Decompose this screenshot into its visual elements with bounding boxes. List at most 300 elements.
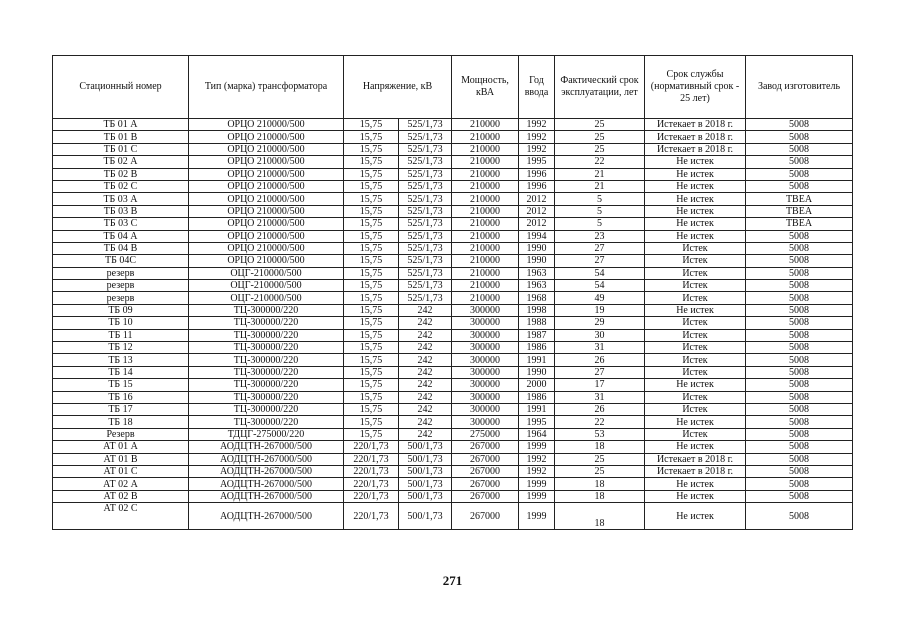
table-row [53, 441, 853, 453]
header-power: Мощность, кВА [452, 56, 519, 119]
power-cell: 210000 [452, 119, 519, 131]
age-cell: 25 [555, 453, 645, 465]
life-cell: Не истек [645, 193, 746, 205]
type-cell: ОЦГ-210000/500 [189, 267, 344, 279]
type-cell: ТЦ-300000/220 [189, 317, 344, 329]
voltage-high-cell: 242 [399, 304, 452, 316]
plant-cell: 5008 [746, 119, 853, 131]
life-cell: Не истек [645, 168, 746, 180]
voltage-high-cell: 525/1,73 [399, 143, 452, 155]
station-cell: ТБ 11 [53, 329, 189, 341]
type-cell: ОЦГ-210000/500 [189, 292, 344, 304]
table-row [53, 366, 853, 378]
voltage-high-cell: 525/1,73 [399, 292, 452, 304]
plant-cell: 5008 [746, 292, 853, 304]
table-row [53, 131, 853, 143]
power-cell: 210000 [452, 242, 519, 254]
life-cell: Не истек [645, 379, 746, 391]
table-row [53, 255, 853, 267]
type-cell: ТЦ-300000/220 [189, 403, 344, 415]
year-cell: 1992 [519, 131, 555, 143]
table-row [53, 379, 853, 391]
year-cell: 1963 [519, 280, 555, 292]
plant-cell: 5008 [746, 403, 853, 415]
voltage-high-cell: 525/1,73 [399, 242, 452, 254]
table-row [53, 230, 853, 242]
plant-cell: 5008 [746, 329, 853, 341]
voltage-high-cell: 242 [399, 329, 452, 341]
plant-cell: 5008 [746, 342, 853, 354]
table-row [53, 168, 853, 180]
station-cell: ТБ 13 [53, 354, 189, 366]
year-cell: 1986 [519, 391, 555, 403]
year-cell: 1994 [519, 230, 555, 242]
voltage-low-cell: 15,75 [344, 242, 399, 254]
type-cell: ОРЦО 210000/500 [189, 242, 344, 254]
table-row [53, 242, 853, 254]
age-cell: 18 [555, 503, 645, 530]
table-row [53, 119, 853, 131]
year-cell: 1990 [519, 366, 555, 378]
age-cell: 54 [555, 280, 645, 292]
station-cell: ТБ 15 [53, 379, 189, 391]
life-cell: Не истек [645, 205, 746, 217]
year-cell: 1998 [519, 304, 555, 316]
age-cell: 5 [555, 193, 645, 205]
voltage-high-cell: 525/1,73 [399, 131, 452, 143]
station-cell: ТБ 09 [53, 304, 189, 316]
year-cell: 1964 [519, 428, 555, 440]
age-cell: 25 [555, 465, 645, 477]
year-cell: 1986 [519, 342, 555, 354]
year-cell: 1968 [519, 292, 555, 304]
voltage-high-cell: 500/1,73 [399, 478, 452, 490]
age-cell: 22 [555, 156, 645, 168]
age-cell: 25 [555, 119, 645, 131]
life-cell: Не истек [645, 490, 746, 502]
voltage-high-cell: 525/1,73 [399, 193, 452, 205]
voltage-high-cell: 242 [399, 317, 452, 329]
life-cell: Истек [645, 329, 746, 341]
life-cell: Истекает в 2018 г. [645, 465, 746, 477]
plant-cell: 5008 [746, 242, 853, 254]
voltage-low-cell: 15,75 [344, 304, 399, 316]
year-cell: 1999 [519, 478, 555, 490]
voltage-low-cell: 15,75 [344, 416, 399, 428]
power-cell: 300000 [452, 342, 519, 354]
voltage-low-cell: 220/1,73 [344, 441, 399, 453]
power-cell: 300000 [452, 329, 519, 341]
age-cell: 27 [555, 255, 645, 267]
age-cell: 18 [555, 441, 645, 453]
type-cell: ТЦ-300000/220 [189, 379, 344, 391]
age-cell: 23 [555, 230, 645, 242]
plant-cell: ТВЕА [746, 193, 853, 205]
station-cell: ТБ 14 [53, 366, 189, 378]
voltage-low-cell: 15,75 [344, 143, 399, 155]
plant-cell: 5008 [746, 354, 853, 366]
year-cell: 2012 [519, 193, 555, 205]
life-cell: Не истек [645, 304, 746, 316]
voltage-high-cell: 500/1,73 [399, 465, 452, 477]
voltage-low-cell: 15,75 [344, 329, 399, 341]
plant-cell: 5008 [746, 478, 853, 490]
table-row [53, 465, 853, 477]
life-cell: Не истек [645, 218, 746, 230]
life-cell: Истекает в 2018 г. [645, 453, 746, 465]
voltage-low-cell: 15,75 [344, 180, 399, 192]
year-cell: 1995 [519, 156, 555, 168]
life-cell: Истек [645, 428, 746, 440]
power-cell: 275000 [452, 428, 519, 440]
header-type: Тип (марка) трансформатора [189, 56, 344, 119]
type-cell: АОДЦТН-267000/500 [189, 503, 344, 530]
life-cell: Не истек [645, 441, 746, 453]
voltage-high-cell: 525/1,73 [399, 119, 452, 131]
voltage-high-cell: 242 [399, 403, 452, 415]
life-cell: Не истек [645, 416, 746, 428]
power-cell: 210000 [452, 193, 519, 205]
station-cell: ТБ 18 [53, 416, 189, 428]
voltage-low-cell: 15,75 [344, 168, 399, 180]
voltage-high-cell: 500/1,73 [399, 490, 452, 502]
table-row [53, 143, 853, 155]
life-cell: Истек [645, 292, 746, 304]
voltage-high-cell: 525/1,73 [399, 156, 452, 168]
age-cell: 22 [555, 416, 645, 428]
station-cell: ТБ 01 В [53, 131, 189, 143]
year-cell: 1990 [519, 242, 555, 254]
voltage-high-cell: 525/1,73 [399, 267, 452, 279]
table-row [53, 391, 853, 403]
plant-cell: 5008 [746, 453, 853, 465]
power-cell: 267000 [452, 465, 519, 477]
life-cell: Не истек [645, 478, 746, 490]
voltage-high-cell: 500/1,73 [399, 441, 452, 453]
year-cell: 1991 [519, 354, 555, 366]
header-voltage: Напряжение, кВ [344, 56, 452, 119]
life-cell: Истек [645, 403, 746, 415]
year-cell: 1987 [519, 329, 555, 341]
age-cell: 5 [555, 218, 645, 230]
power-cell: 210000 [452, 205, 519, 217]
power-cell: 267000 [452, 478, 519, 490]
type-cell: ТЦ-300000/220 [189, 354, 344, 366]
header-station: Стационный номер [53, 56, 189, 119]
power-cell: 300000 [452, 366, 519, 378]
table-row [53, 478, 853, 490]
type-cell: АОДЦТН-267000/500 [189, 490, 344, 502]
year-cell: 1990 [519, 255, 555, 267]
type-cell: ОРЦО 210000/500 [189, 119, 344, 131]
age-cell: 31 [555, 342, 645, 354]
table-row [53, 180, 853, 192]
table-row [53, 193, 853, 205]
life-cell: Не истек [645, 180, 746, 192]
voltage-low-cell: 15,75 [344, 205, 399, 217]
life-cell: Не истек [645, 156, 746, 168]
power-cell: 210000 [452, 280, 519, 292]
type-cell: ОРЦО 210000/500 [189, 255, 344, 267]
station-cell: ТБ 02 В [53, 168, 189, 180]
year-cell: 1996 [519, 180, 555, 192]
station-cell: ТБ 04С [53, 255, 189, 267]
transformer-table [52, 55, 853, 530]
type-cell: ОЦГ-210000/500 [189, 280, 344, 292]
voltage-low-cell: 220/1,73 [344, 478, 399, 490]
station-cell: ТБ 17 [53, 403, 189, 415]
year-cell: 1992 [519, 143, 555, 155]
voltage-high-cell: 525/1,73 [399, 168, 452, 180]
station-cell: резерв [53, 267, 189, 279]
life-cell: Истек [645, 267, 746, 279]
station-cell: ТБ 03 В [53, 205, 189, 217]
year-cell: 1996 [519, 168, 555, 180]
type-cell: ОРЦО 210000/500 [189, 168, 344, 180]
voltage-low-cell: 15,75 [344, 428, 399, 440]
station-cell: ТБ 01 А [53, 119, 189, 131]
age-cell: 26 [555, 403, 645, 415]
station-cell: ТБ 01 С [53, 143, 189, 155]
type-cell: ТЦ-300000/220 [189, 416, 344, 428]
voltage-high-cell: 242 [399, 342, 452, 354]
header-plant: Завод изготовитель [746, 56, 853, 119]
power-cell: 210000 [452, 267, 519, 279]
age-cell: 21 [555, 180, 645, 192]
plant-cell: 5008 [746, 180, 853, 192]
table-row [53, 156, 853, 168]
power-cell: 210000 [452, 292, 519, 304]
voltage-low-cell: 15,75 [344, 119, 399, 131]
station-cell: ТБ 03 С [53, 218, 189, 230]
age-cell: 27 [555, 366, 645, 378]
age-cell: 53 [555, 428, 645, 440]
year-cell: 1963 [519, 267, 555, 279]
voltage-low-cell: 15,75 [344, 218, 399, 230]
header-age: Фактический срок эксплуатации, лет [555, 56, 645, 119]
type-cell: ОРЦО 210000/500 [189, 230, 344, 242]
type-cell: ТЦ-300000/220 [189, 391, 344, 403]
type-cell: ОРЦО 210000/500 [189, 131, 344, 143]
age-cell: 29 [555, 317, 645, 329]
power-cell: 210000 [452, 143, 519, 155]
station-cell: АТ 01 С [53, 465, 189, 477]
type-cell: ОРЦО 210000/500 [189, 156, 344, 168]
plant-cell: 5008 [746, 366, 853, 378]
year-cell: 1992 [519, 465, 555, 477]
power-cell: 267000 [452, 490, 519, 502]
age-cell: 30 [555, 329, 645, 341]
voltage-low-cell: 15,75 [344, 280, 399, 292]
plant-cell: 5008 [746, 490, 853, 502]
power-cell: 300000 [452, 317, 519, 329]
age-cell: 21 [555, 168, 645, 180]
table-row [53, 329, 853, 341]
voltage-low-cell: 220/1,73 [344, 453, 399, 465]
life-cell: Истек [645, 280, 746, 292]
plant-cell: 5008 [746, 465, 853, 477]
voltage-low-cell: 15,75 [344, 342, 399, 354]
type-cell: АОДЦТН-267000/500 [189, 465, 344, 477]
power-cell: 267000 [452, 453, 519, 465]
type-cell: ОРЦО 210000/500 [189, 143, 344, 155]
table-row [53, 205, 853, 217]
voltage-high-cell: 525/1,73 [399, 255, 452, 267]
station-cell: АТ 02 В [53, 490, 189, 502]
station-cell: резерв [53, 292, 189, 304]
voltage-low-cell: 15,75 [344, 131, 399, 143]
table-row [53, 342, 853, 354]
page-number: 271 [442, 573, 463, 588]
age-cell: 25 [555, 143, 645, 155]
voltage-high-cell: 242 [399, 416, 452, 428]
age-cell: 19 [555, 304, 645, 316]
voltage-low-cell: 15,75 [344, 267, 399, 279]
table-row [53, 267, 853, 279]
header-year: Год ввода [519, 56, 555, 119]
table-row [53, 304, 853, 316]
station-cell: ТБ 10 [53, 317, 189, 329]
life-cell: Истекает в 2018 г. [645, 131, 746, 143]
type-cell: ТЦ-300000/220 [189, 329, 344, 341]
plant-cell: 5008 [746, 428, 853, 440]
year-cell: 2012 [519, 218, 555, 230]
power-cell: 210000 [452, 131, 519, 143]
plant-cell: 5008 [746, 131, 853, 143]
life-cell: Истек [645, 317, 746, 329]
table-row [53, 490, 853, 502]
age-cell: 27 [555, 242, 645, 254]
voltage-high-cell: 525/1,73 [399, 230, 452, 242]
table-row [53, 416, 853, 428]
station-cell: АТ 02 А [53, 478, 189, 490]
station-cell: резерв [53, 280, 189, 292]
station-cell: Резерв [53, 428, 189, 440]
power-cell: 210000 [452, 168, 519, 180]
voltage-low-cell: 15,75 [344, 193, 399, 205]
plant-cell: ТВЕА [746, 218, 853, 230]
power-cell: 267000 [452, 441, 519, 453]
voltage-low-cell: 15,75 [344, 391, 399, 403]
station-cell: ТБ 02 А [53, 156, 189, 168]
voltage-low-cell: 15,75 [344, 366, 399, 378]
year-cell: 1999 [519, 490, 555, 502]
life-cell: Истек [645, 354, 746, 366]
plant-cell: 5008 [746, 391, 853, 403]
plant-cell: 5008 [746, 168, 853, 180]
station-cell: ТБ 02 С [53, 180, 189, 192]
power-cell: 210000 [452, 230, 519, 242]
table-row [53, 354, 853, 366]
year-cell: 1992 [519, 119, 555, 131]
voltage-low-cell: 15,75 [344, 156, 399, 168]
life-cell: Истек [645, 255, 746, 267]
voltage-high-cell: 242 [399, 354, 452, 366]
voltage-low-cell: 220/1,73 [344, 490, 399, 502]
type-cell: ОРЦО 210000/500 [189, 218, 344, 230]
plant-cell: 5008 [746, 143, 853, 155]
life-cell: Не истек [645, 230, 746, 242]
age-cell: 26 [555, 354, 645, 366]
life-cell: Истек [645, 391, 746, 403]
type-cell: АОДЦТН-267000/500 [189, 453, 344, 465]
plant-cell: ТВЕА [746, 205, 853, 217]
station-cell: ТБ 03 А [53, 193, 189, 205]
table-row [53, 280, 853, 292]
type-cell: ТДЦГ-275000/220 [189, 428, 344, 440]
power-cell: 210000 [452, 180, 519, 192]
plant-cell: 5008 [746, 280, 853, 292]
year-cell: 1999 [519, 441, 555, 453]
power-cell: 300000 [452, 416, 519, 428]
year-cell: 1995 [519, 416, 555, 428]
type-cell: АОДЦТН-267000/500 [189, 478, 344, 490]
year-cell: 2012 [519, 205, 555, 217]
life-cell: Истек [645, 342, 746, 354]
power-cell: 300000 [452, 391, 519, 403]
plant-cell: 5008 [746, 503, 853, 530]
year-cell: 1988 [519, 317, 555, 329]
power-cell: 267000 [452, 503, 519, 530]
type-cell: ТЦ-300000/220 [189, 342, 344, 354]
type-cell: ОРЦО 210000/500 [189, 193, 344, 205]
age-cell: 18 [555, 478, 645, 490]
station-cell: АТ 02 С [53, 503, 189, 530]
table-row [53, 292, 853, 304]
plant-cell: 5008 [746, 441, 853, 453]
table-row [53, 453, 853, 465]
power-cell: 300000 [452, 304, 519, 316]
plant-cell: 5008 [746, 156, 853, 168]
power-cell: 300000 [452, 379, 519, 391]
age-cell: 31 [555, 391, 645, 403]
plant-cell: 5008 [746, 379, 853, 391]
voltage-high-cell: 525/1,73 [399, 280, 452, 292]
voltage-high-cell: 500/1,73 [399, 453, 452, 465]
life-cell: Истек [645, 242, 746, 254]
header-life: Срок службы (нормативный срок - 25 лет) [645, 56, 746, 119]
power-cell: 210000 [452, 218, 519, 230]
power-cell: 300000 [452, 403, 519, 415]
age-cell: 18 [555, 490, 645, 502]
age-cell: 49 [555, 292, 645, 304]
power-cell: 210000 [452, 156, 519, 168]
type-cell: ОРЦО 210000/500 [189, 180, 344, 192]
plant-cell: 5008 [746, 267, 853, 279]
voltage-low-cell: 15,75 [344, 403, 399, 415]
year-cell: 1992 [519, 453, 555, 465]
plant-cell: 5008 [746, 304, 853, 316]
voltage-low-cell: 15,75 [344, 379, 399, 391]
voltage-low-cell: 220/1,73 [344, 465, 399, 477]
plant-cell: 5008 [746, 255, 853, 267]
life-cell: Истекает в 2018 г. [645, 119, 746, 131]
voltage-low-cell: 15,75 [344, 317, 399, 329]
voltage-high-cell: 242 [399, 379, 452, 391]
voltage-high-cell: 242 [399, 428, 452, 440]
table-row [53, 317, 853, 329]
voltage-high-cell: 242 [399, 366, 452, 378]
station-cell: АТ 01 В [53, 453, 189, 465]
age-cell: 17 [555, 379, 645, 391]
life-cell: Истекает в 2018 г. [645, 143, 746, 155]
year-cell: 2000 [519, 379, 555, 391]
power-cell: 300000 [452, 354, 519, 366]
year-cell: 1999 [519, 503, 555, 530]
station-cell: ТБ 04 А [53, 230, 189, 242]
station-cell: ТБ 16 [53, 391, 189, 403]
type-cell: ОРЦО 210000/500 [189, 205, 344, 217]
